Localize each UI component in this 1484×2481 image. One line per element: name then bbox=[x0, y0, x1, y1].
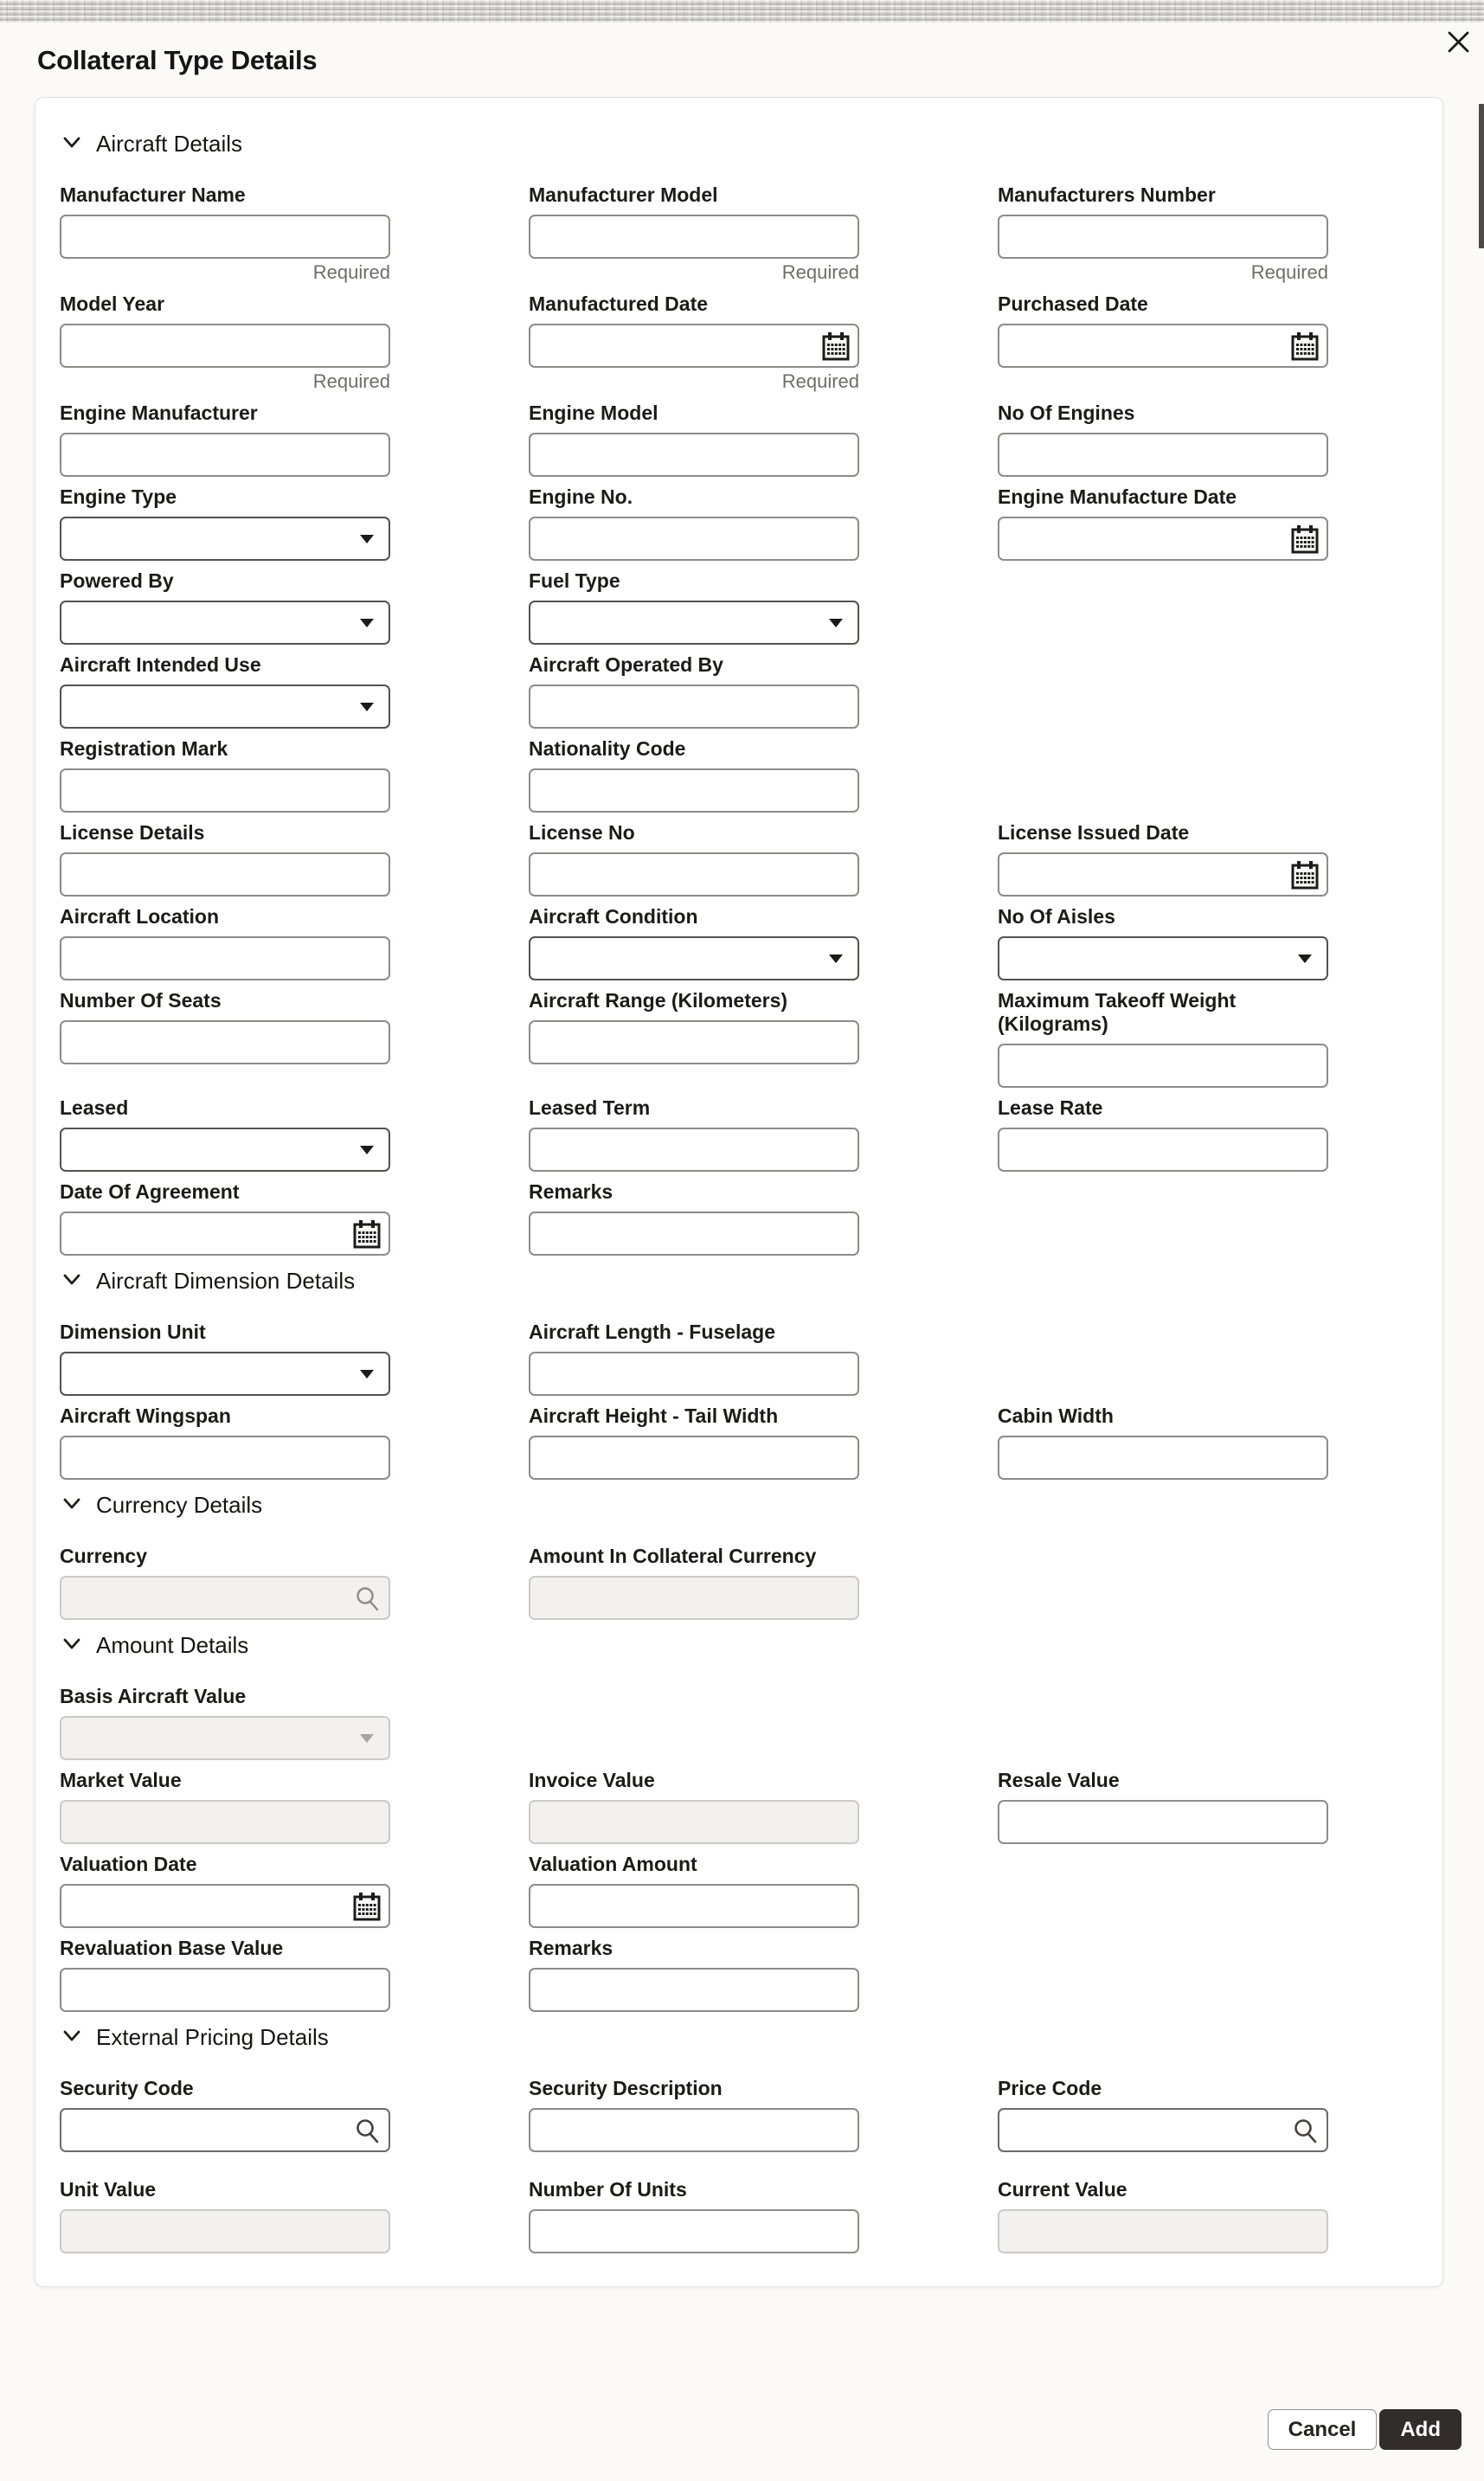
engine-manufacturer-input[interactable] bbox=[60, 433, 390, 477]
basis-aircraft-value-field bbox=[60, 1685, 390, 1760]
dropdown-arrow-icon[interactable] bbox=[344, 601, 390, 645]
field-label: Maximum Takeoff Weight (Kilograms) bbox=[998, 989, 1237, 1035]
engine-manufacture-date-input[interactable] bbox=[998, 517, 1328, 561]
aircraft-intended-use-field bbox=[60, 653, 390, 729]
aircraft-condition-field bbox=[529, 905, 859, 980]
dimension-unit-input[interactable] bbox=[60, 1352, 390, 1396]
section-currency-details bbox=[60, 1492, 1418, 1620]
amount-in-collateral-currency-field bbox=[529, 1545, 859, 1620]
model-year-field bbox=[60, 292, 390, 393]
registration-mark-input[interactable] bbox=[60, 768, 390, 813]
lease-rate-control bbox=[998, 1128, 1328, 1172]
aircraft-length-fuselage-input[interactable] bbox=[529, 1352, 859, 1396]
aircraft-wingspan-field bbox=[60, 1404, 390, 1480]
remarks-field bbox=[529, 1180, 859, 1256]
remarks-control bbox=[529, 1212, 859, 1256]
remarks-input[interactable] bbox=[529, 1212, 859, 1256]
market-value-input bbox=[60, 1800, 390, 1844]
manufacturers-number-control bbox=[998, 215, 1328, 259]
field-label: Dimension Unit bbox=[60, 1321, 206, 1343]
section-title: External Pricing Details bbox=[96, 2024, 329, 2050]
form-row bbox=[60, 1769, 1418, 1844]
manufacturers-number-field bbox=[998, 183, 1328, 284]
field-label: No Of Aisles bbox=[998, 905, 1115, 928]
section-header-aircraft-dimension-details[interactable] bbox=[61, 1268, 1418, 1295]
aircraft-location-control bbox=[60, 936, 390, 980]
aircraft-range-kilometers-input[interactable] bbox=[529, 1020, 859, 1064]
field-label: Aircraft Location bbox=[60, 905, 220, 928]
dialog-footer bbox=[1268, 2409, 1462, 2450]
leased-control bbox=[60, 1128, 390, 1172]
engine-manufacture-date-field bbox=[998, 485, 1328, 561]
field-label: Model Year bbox=[60, 292, 165, 315]
field-label: Remarks bbox=[529, 1180, 614, 1203]
price-code-control bbox=[998, 2108, 1328, 2152]
field-label: Security Description bbox=[529, 2077, 723, 2099]
registration-mark-control bbox=[60, 768, 390, 813]
field-label: Valuation Amount bbox=[529, 1853, 697, 1875]
dropdown-arrow-icon[interactable] bbox=[813, 601, 859, 645]
aircraft-height-tail-width-field bbox=[529, 1404, 859, 1480]
required-hint: Required bbox=[312, 370, 390, 392]
manufactured-date-input[interactable] bbox=[529, 324, 859, 368]
field-label: Manufactured Date bbox=[529, 292, 709, 315]
chevron-down-icon bbox=[61, 1633, 82, 1658]
form-row bbox=[60, 2077, 1418, 2152]
no-of-aisles-input[interactable] bbox=[998, 936, 1328, 980]
basis-aircraft-value-input bbox=[60, 1716, 390, 1760]
valuation-date-input[interactable] bbox=[60, 1884, 390, 1928]
form-row bbox=[60, 402, 1418, 477]
no-of-engines-field bbox=[998, 402, 1328, 477]
field-label: Unit Value bbox=[60, 2178, 157, 2201]
powered-by-control bbox=[60, 601, 390, 645]
form-row bbox=[60, 1937, 1418, 2012]
security-description-control bbox=[529, 2108, 859, 2152]
scrollbar-thumb[interactable] bbox=[1479, 104, 1484, 248]
nationality-code-input[interactable] bbox=[529, 768, 859, 813]
field-label: Amount In Collateral Currency bbox=[529, 1545, 817, 1567]
calendar-icon[interactable] bbox=[344, 1884, 390, 1928]
section-title: Aircraft Dimension Details bbox=[96, 1268, 356, 1294]
field-label: Lease Rate bbox=[998, 1096, 1103, 1119]
unit-value-input bbox=[60, 2209, 390, 2253]
current-value-input bbox=[998, 2209, 1328, 2253]
valuation-amount-input[interactable] bbox=[529, 1884, 859, 1928]
engine-type-control bbox=[60, 517, 390, 561]
no-of-engines-control bbox=[998, 433, 1328, 477]
field-label: Aircraft Height - Tail Width bbox=[529, 1404, 779, 1427]
security-code-control bbox=[60, 2108, 390, 2152]
invoice-value-input bbox=[529, 1800, 859, 1844]
invoice-value-field bbox=[529, 1769, 859, 1844]
dropdown-arrow-icon[interactable] bbox=[1282, 936, 1328, 980]
no-of-aisles-control bbox=[998, 936, 1328, 980]
section-header-amount-details[interactable] bbox=[61, 1632, 1418, 1659]
engine-no-control bbox=[529, 517, 859, 561]
manufacturer-model-field bbox=[529, 183, 859, 284]
aircraft-length-fuselage-field bbox=[529, 1321, 859, 1396]
dropdown-arrow-icon[interactable] bbox=[344, 685, 390, 729]
remarks-field bbox=[529, 1937, 859, 2012]
number-of-units-field bbox=[529, 2178, 859, 2253]
field-label: Leased bbox=[60, 1096, 129, 1119]
field-label: Aircraft Range (Kilometers) bbox=[529, 989, 788, 1012]
no-of-aisles-field bbox=[998, 905, 1328, 980]
aircraft-intended-use-control bbox=[60, 685, 390, 729]
required-hint: Required bbox=[781, 370, 859, 392]
field-label: Revaluation Base Value bbox=[60, 1937, 284, 1959]
section-header-external-pricing-details[interactable] bbox=[61, 2024, 1418, 2051]
field-label: Engine No. bbox=[529, 485, 633, 508]
license-no-control bbox=[529, 852, 859, 897]
fuel-type-control bbox=[529, 601, 859, 645]
manufacturer-name-field bbox=[60, 183, 390, 284]
resale-value-field bbox=[998, 1769, 1328, 1844]
aircraft-range-kilometers-field bbox=[529, 989, 859, 1088]
aircraft-intended-use-input[interactable] bbox=[60, 685, 390, 729]
license-no-field bbox=[529, 821, 859, 897]
maximum-takeoff-weight-kilograms-field bbox=[998, 989, 1328, 1088]
field-label: Registration Mark bbox=[60, 737, 228, 760]
purchased-date-control bbox=[998, 324, 1328, 368]
dropdown-arrow-icon bbox=[344, 1716, 390, 1760]
manufacturer-model-input[interactable] bbox=[529, 215, 859, 259]
security-code-field bbox=[60, 2077, 390, 2152]
purchased-date-input[interactable] bbox=[998, 324, 1328, 368]
section-amount-details bbox=[60, 1632, 1418, 2012]
powered-by-input[interactable] bbox=[60, 601, 390, 645]
powered-by-field bbox=[60, 569, 390, 645]
background-page-noise bbox=[0, 0, 1484, 22]
number-of-seats-field bbox=[60, 989, 390, 1088]
manufactured-date-control bbox=[529, 324, 859, 368]
calendar-icon[interactable] bbox=[344, 1212, 390, 1256]
valuation-date-field bbox=[60, 1853, 390, 1928]
field-label: License Details bbox=[60, 821, 205, 844]
form-row bbox=[60, 485, 1418, 561]
aircraft-location-field bbox=[60, 905, 390, 980]
valuation-amount-control bbox=[529, 1884, 859, 1928]
aircraft-operated-by-control bbox=[529, 685, 859, 729]
maximum-takeoff-weight-kilograms-control bbox=[998, 1044, 1328, 1088]
engine-type-field bbox=[60, 485, 390, 561]
field-label: Aircraft Intended Use bbox=[60, 653, 261, 676]
current-value-control bbox=[998, 2209, 1328, 2253]
security-code-input[interactable] bbox=[60, 2108, 390, 2152]
form-row bbox=[60, 1321, 1418, 1396]
field-label: Purchased Date bbox=[998, 292, 1148, 315]
license-details-input[interactable] bbox=[60, 852, 390, 897]
field-label: Number Of Seats bbox=[60, 989, 222, 1012]
form-row bbox=[60, 653, 1418, 729]
field-label: Valuation Date bbox=[60, 1853, 197, 1875]
aircraft-height-tail-width-control bbox=[529, 1436, 859, 1480]
engine-no-input[interactable] bbox=[529, 517, 859, 561]
manufacturer-name-control bbox=[60, 215, 390, 259]
aircraft-height-tail-width-input[interactable] bbox=[529, 1436, 859, 1480]
field-label: Date Of Agreement bbox=[60, 1180, 240, 1203]
fuel-type-field bbox=[529, 569, 859, 645]
calendar-icon[interactable] bbox=[1282, 517, 1328, 561]
required-hint: Required bbox=[781, 261, 859, 283]
engine-model-control bbox=[529, 433, 859, 477]
engine-model-field bbox=[529, 402, 859, 477]
fuel-type-input[interactable] bbox=[529, 601, 859, 645]
manufactured-date-field bbox=[529, 292, 859, 393]
purchased-date-field bbox=[998, 292, 1328, 393]
form-row bbox=[60, 1180, 1418, 1256]
cabin-width-field bbox=[998, 1404, 1328, 1480]
chevron-down-icon bbox=[61, 2025, 82, 2050]
section-aircraft-details bbox=[60, 131, 1418, 1256]
field-label: Fuel Type bbox=[529, 569, 620, 592]
field-label: Number Of Units bbox=[529, 2178, 687, 2201]
field-label: Manufacturers Number bbox=[998, 183, 1216, 206]
form-card bbox=[35, 97, 1443, 2287]
revaluation-base-value-control bbox=[60, 1968, 390, 2012]
cancel-button[interactable]: Cancel bbox=[1268, 2409, 1378, 2450]
field-label: No Of Engines bbox=[998, 402, 1135, 424]
engine-manufacturer-field bbox=[60, 402, 390, 477]
registration-mark-field bbox=[60, 737, 390, 813]
form-row bbox=[60, 183, 1418, 284]
field-label: Security Code bbox=[60, 2077, 194, 2099]
field-label: Engine Model bbox=[529, 402, 658, 424]
field-label: Aircraft Wingspan bbox=[60, 1404, 231, 1427]
unit-value-control bbox=[60, 2209, 390, 2253]
field-label: Leased Term bbox=[529, 1096, 651, 1119]
engine-model-input[interactable] bbox=[529, 433, 859, 477]
form-row bbox=[60, 2178, 1418, 2253]
form-row bbox=[60, 821, 1418, 897]
dropdown-arrow-icon[interactable] bbox=[344, 517, 390, 561]
maximum-takeoff-weight-kilograms-input[interactable] bbox=[998, 1044, 1328, 1088]
field-label: Aircraft Operated By bbox=[529, 653, 723, 676]
search-icon bbox=[344, 1576, 390, 1620]
aircraft-wingspan-input[interactable] bbox=[60, 1436, 390, 1480]
dimension-unit-control bbox=[60, 1352, 390, 1396]
engine-manufacturer-control bbox=[60, 433, 390, 477]
remarks-input[interactable] bbox=[529, 1968, 859, 2012]
valuation-date-control bbox=[60, 1884, 390, 1928]
leased-term-control bbox=[529, 1128, 859, 1172]
license-issued-date-field bbox=[998, 821, 1328, 897]
field-label: Cabin Width bbox=[998, 1404, 1114, 1427]
required-hint: Required bbox=[312, 261, 390, 283]
nationality-code-field bbox=[529, 737, 859, 813]
no-of-engines-input[interactable] bbox=[998, 433, 1328, 477]
model-year-control bbox=[60, 324, 390, 368]
currency-input bbox=[60, 1576, 390, 1620]
field-label: Nationality Code bbox=[529, 737, 686, 760]
field-label: Engine Manufacturer bbox=[60, 402, 258, 424]
cabin-width-control bbox=[998, 1436, 1328, 1480]
calendar-icon[interactable] bbox=[813, 324, 859, 368]
engine-manufacture-date-control bbox=[998, 517, 1328, 561]
section-title: Currency Details bbox=[96, 1492, 263, 1518]
date-of-agreement-control bbox=[60, 1212, 390, 1256]
cabin-width-input[interactable] bbox=[998, 1436, 1328, 1480]
section-external-pricing-details bbox=[60, 2024, 1418, 2253]
chevron-down-icon bbox=[61, 1493, 82, 1518]
field-label: Engine Manufacture Date bbox=[998, 485, 1237, 508]
revaluation-base-value-field bbox=[60, 1937, 390, 2012]
form-row bbox=[60, 1545, 1418, 1620]
field-label: Current Value bbox=[998, 2178, 1127, 2201]
field-label: Currency bbox=[60, 1545, 147, 1567]
leased-term-field bbox=[529, 1096, 859, 1172]
section-header-currency-details[interactable] bbox=[61, 1492, 1418, 1519]
price-code-input[interactable] bbox=[998, 2108, 1328, 2152]
field-label: Basis Aircraft Value bbox=[60, 1685, 247, 1707]
form-row bbox=[60, 292, 1418, 393]
section-title: Amount Details bbox=[96, 1632, 249, 1658]
form-row bbox=[60, 989, 1418, 1088]
form-row bbox=[60, 905, 1418, 980]
dropdown-arrow-icon[interactable] bbox=[344, 1128, 390, 1172]
form-row bbox=[60, 1685, 1418, 1760]
number-of-seats-input[interactable] bbox=[60, 1020, 390, 1064]
current-value-field bbox=[998, 2178, 1328, 2253]
market-value-control bbox=[60, 1800, 390, 1844]
form-row bbox=[60, 1853, 1418, 1928]
market-value-field bbox=[60, 1769, 390, 1844]
date-of-agreement-input[interactable] bbox=[60, 1212, 390, 1256]
date-of-agreement-field bbox=[60, 1180, 390, 1256]
page-title: Collateral Type Details bbox=[37, 45, 318, 75]
model-year-input[interactable] bbox=[60, 324, 390, 368]
engine-no-field bbox=[529, 485, 859, 561]
field-label: Resale Value bbox=[998, 1769, 1120, 1791]
leased-term-input[interactable] bbox=[529, 1128, 859, 1172]
dropdown-arrow-icon[interactable] bbox=[813, 936, 859, 980]
currency-field bbox=[60, 1545, 390, 1620]
security-description-input[interactable] bbox=[529, 2108, 859, 2152]
form-row bbox=[60, 1096, 1418, 1172]
number-of-seats-control bbox=[60, 1020, 390, 1064]
field-label: License No bbox=[529, 821, 635, 844]
valuation-amount-field bbox=[529, 1853, 859, 1928]
field-label: Manufacturer Name bbox=[60, 183, 246, 206]
calendar-icon[interactable] bbox=[1282, 852, 1328, 897]
field-label: Manufacturer Model bbox=[529, 183, 718, 206]
basis-aircraft-value-control bbox=[60, 1716, 390, 1760]
manufacturers-number-input[interactable] bbox=[998, 215, 1328, 259]
search-icon[interactable] bbox=[1282, 2108, 1328, 2152]
amount-in-collateral-currency-control bbox=[529, 1576, 859, 1620]
license-issued-date-control bbox=[998, 852, 1328, 897]
aircraft-operated-by-field bbox=[529, 653, 859, 729]
close-button[interactable] bbox=[1441, 26, 1475, 61]
nationality-code-control bbox=[529, 768, 859, 813]
license-details-field bbox=[60, 821, 390, 897]
section-header-aircraft-details[interactable] bbox=[61, 131, 1418, 157]
calendar-icon[interactable] bbox=[1282, 324, 1328, 368]
form-row bbox=[60, 737, 1418, 813]
field-label: Remarks bbox=[529, 1937, 614, 1959]
dimension-unit-field bbox=[60, 1321, 390, 1396]
aircraft-wingspan-control bbox=[60, 1436, 390, 1480]
license-no-input[interactable] bbox=[529, 852, 859, 897]
aircraft-location-input[interactable] bbox=[60, 936, 390, 980]
form-row bbox=[60, 1404, 1418, 1480]
aircraft-condition-control bbox=[529, 936, 859, 980]
aircraft-operated-by-input[interactable] bbox=[529, 685, 859, 729]
number-of-units-control bbox=[529, 2209, 859, 2253]
amount-in-collateral-currency-input bbox=[529, 1576, 859, 1620]
manufacturer-model-control bbox=[529, 215, 859, 259]
price-code-field bbox=[998, 2077, 1328, 2152]
field-label: Aircraft Length - Fuselage bbox=[529, 1321, 775, 1343]
section-title: Aircraft Details bbox=[96, 131, 243, 157]
remarks-control bbox=[529, 1968, 859, 2012]
leased-field bbox=[60, 1096, 390, 1172]
lease-rate-input[interactable] bbox=[998, 1128, 1328, 1172]
engine-type-input[interactable] bbox=[60, 517, 390, 561]
lease-rate-field bbox=[998, 1096, 1328, 1172]
aircraft-condition-input[interactable] bbox=[529, 936, 859, 980]
aircraft-length-fuselage-control bbox=[529, 1352, 859, 1396]
field-label: License Issued Date bbox=[998, 821, 1190, 844]
field-label: Powered By bbox=[60, 569, 174, 592]
license-issued-date-input[interactable] bbox=[998, 852, 1328, 897]
currency-control bbox=[60, 1576, 390, 1620]
chevron-down-icon bbox=[61, 132, 82, 157]
dropdown-arrow-icon[interactable] bbox=[344, 1352, 390, 1396]
security-description-field bbox=[529, 2077, 859, 2152]
number-of-units-input[interactable] bbox=[529, 2209, 859, 2253]
field-label: Engine Type bbox=[60, 485, 177, 508]
chevron-down-icon bbox=[61, 1269, 82, 1294]
search-icon[interactable] bbox=[344, 2108, 390, 2152]
required-hint: Required bbox=[1250, 261, 1328, 283]
close-icon bbox=[1447, 30, 1470, 56]
leased-input[interactable] bbox=[60, 1128, 390, 1172]
field-label: Invoice Value bbox=[529, 1769, 655, 1791]
license-details-control bbox=[60, 852, 390, 897]
field-label: Price Code bbox=[998, 2077, 1102, 2099]
unit-value-field bbox=[60, 2178, 390, 2253]
invoice-value-control bbox=[529, 1800, 859, 1844]
field-label: Aircraft Condition bbox=[529, 905, 698, 928]
field-label: Market Value bbox=[60, 1769, 182, 1791]
section-aircraft-dimension-details bbox=[60, 1268, 1418, 1480]
aircraft-range-kilometers-control bbox=[529, 1020, 859, 1064]
manufacturer-name-input[interactable] bbox=[60, 215, 390, 259]
add-button[interactable]: Add bbox=[1379, 2409, 1462, 2450]
form-row bbox=[60, 569, 1418, 645]
revaluation-base-value-input[interactable] bbox=[60, 1968, 390, 2012]
resale-value-control bbox=[998, 1800, 1328, 1844]
resale-value-input[interactable] bbox=[998, 1800, 1328, 1844]
